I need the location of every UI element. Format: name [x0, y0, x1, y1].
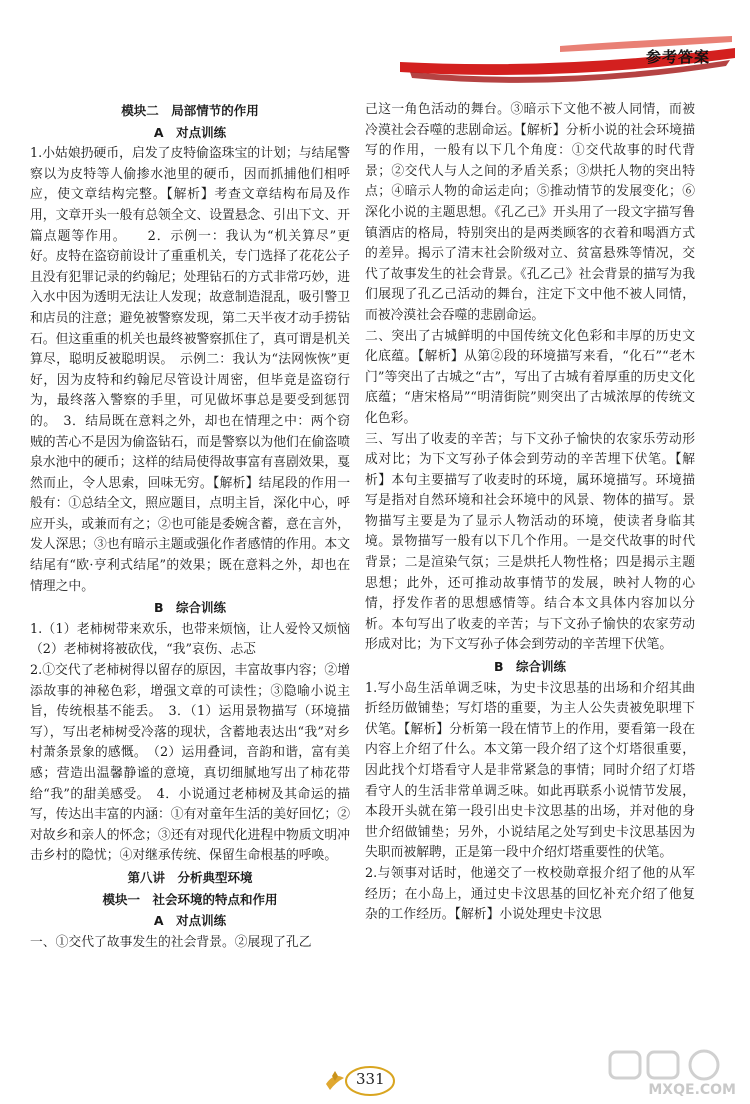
chapter-heading: 第八讲 分析典型环境	[127, 869, 253, 885]
page-header	[0, 0, 750, 95]
left-column	[30, 100, 363, 953]
page-number-badge	[318, 1064, 438, 1098]
right-column	[365, 100, 695, 926]
answer-paragraph: 二、突出了古城鲜明的中国传统文化色彩和丰厚的历史文化底蕴。【解析】从第②段的环境描写来看，“化石”“老木门”等突出了古城之“古”，写出了古城有着厚重的历史文化底蕴；“唐宋格局”“明清街院”则突出了古城浓厚的传统文化色彩。	[365, 328, 695, 426]
header-title: 参考答案	[645, 48, 710, 66]
page-number: 331	[356, 1070, 385, 1088]
watermark-logo	[592, 1048, 742, 1100]
answer-paragraph: 己这一角色活动的舞台。③暗示下文他不被人同情，而被冷漠社会吞噬的悲剧命运。【解析】分析小说的社会环境描写的作用，一般有以下几个角度：①交代故事的时代背景；②交代人与人之间的矛盾关系；③烘托人物的突出特点；④暗示人物的命运走向；⑤推动情节的发展变化；⑥深化小说的主题思想。《孔乙己》开头用了一段文字描写鲁镇酒店的格局，特别突出的是两类顾客的衣着和喝酒方式的差异。揭示了清末社会阶级对立、贫富悬殊等情况，交代了故事发生的社会背景。《孔乙己》社会背景的描写为我们展现了孔乙己活动的舞台，注定下文中他不被人同情，而被冷漠社会吞噬的悲剧命运。	[365, 102, 695, 323]
subsection-heading: A 对点训练	[153, 124, 227, 140]
header-banner-graphic	[0, 0, 750, 95]
answer-paragraph: 一、①交代了故事发生的社会背景。②展现了孔乙	[30, 934, 312, 950]
section-heading: 模块二 局部情节的作用	[121, 103, 259, 118]
answer-paragraph: 1.（1）老柿树带来欢乐，也带来烦恼，让人爱怜又烦恼 （2）老柿树将被砍伐，“我”哀伤、忐忑	[30, 621, 363, 658]
subsection-heading: B 综合训练	[493, 659, 567, 675]
answer-paragraph: 2.①交代了老柿树得以留存的原因，丰富故事内容；②增添故事的神秘色彩，增强文章的可读性；③隐喻小说主旨，传统根基不能丢。 3．（1）运用景物描写（环境描写），写出老柿树受冷落的现状，含蓄地表达出“我”对乡村萧条景象的感慨。 （2）运用叠词，音韵和谐，富有美感；营造出温馨静谧的意境，真切细腻地写出了柿花带给“我”的甜美感受。 4．小说通过老柿树及其命运的描写，传达出丰富的内涵：①有对童年生活的美好回忆；②对故乡和亲人的怀念；③还有对现代化进程中物质文明冲击乡村的隐忧；④对继承传统、保留生命根基的呼唤。	[30, 663, 350, 864]
answer-paragraph: 三、写出了收麦的辛苦；与下文孙子愉快的农家乐劳动形成对比；为下文写孙子体会到劳动的辛苦埋下伏笔。【解析】本句主要描写了收麦时的环境，属环境描写。环境描写是指对自然环境和社会环境中的风景、物体的描写。景物描写主要是为了显示人物活动的环境，使读者身临其境。景物描写一般有以下几个作用。一是交代故事的时代背景；二是渲染气氛；三是烘托人物性格；四是揭示主题思想；此外，还可推动故事情节的发展，映衬人物的心情，抒发作者的思想感情等。结合本文具体内容加以分析。本句写出了收麦的辛苦；与下文孙子愉快的农家劳动形成对比；为下文写孙子体会到劳动的辛苦埋下伏笔。	[365, 431, 695, 653]
answer-paragraph: 1.小姑娘扔硬币，启发了皮特偷盗珠宝的计划；与结尾警察以为皮特等人偷掺水池里的硬币，因而抓捕他们相呼应，使文章结构完整。【解析】考查文章结构布局及作用，文章开头一般有总领全文、设置悬念、引出下文、开篇点题等作用。 2．示例一：我认为“机关算尽”更好。皮特在盗窃前设计了重重机关，专门选择了花花公子且没有犯罪记录的约翰尼；处理钻石的方式非常巧妙，进入水中因为透明无法让人发现；故意制造混乱，吸引警卫和店员的注意；避免被警察发现，第二天半夜才动手捞钻石。但这重重的机关也最终被警察抓住了，真可谓是机关算尽，聪明反被聪明误。 示例二：我认为“法网恢恢”更好，因为皮特和约翰尼尽管设计周密，但毕竟是盗窃行为，最终落入警察的手里，可见做坏事总是要受到惩罚的。 3．结局既在意料之外，却也在情理之中：两个窃贼的苦心不是因为偷盗钻石，而是警察以为他们在偷盗喷泉水池中的硬币；这样的结局使得故事富有喜剧效果，戛然而止，令人思索，回味无穷。【解析】结尾段的作用一般有：①总结全文，照应题目，点明主旨，深化中心，呼应开头，或兼而有之；②也可能是委婉含蓄，意在言外，发人深思；③也有暗示主题或强化作者感情的作用。本文结尾有“欧·亨利式结尾”的效果；既在意料之外，却也在情理之中。	[30, 146, 350, 594]
subsection-heading: A 对点训练	[153, 913, 227, 929]
section-heading: 模块一 社会环境的特点和作用	[102, 891, 278, 907]
subsection-heading: B 综合训练	[153, 600, 227, 616]
answer-paragraph: 1.写小岛生活单调乏味，为史卡汶思基的出场和介绍其曲折经历做铺垫；写灯塔的重要，为主人公失责被免职埋下伏笔。【解析】分析第一段在情节上的作用，要看第一段在内容上介绍了什么。本文第一段介绍了这个灯塔很重要，因此找个灯塔看守人是非常紧急的事情；同时介绍了灯塔看守人的生活非常单调乏味。如此再联系小说情节发展，本段开头就在第一段引出史卡汶思基的出场，并对他的身世介绍做铺垫；另外，小说结尾之处写到史卡汶思基因为失职而被解聘，正是第一段中介绍灯塔重要性的伏笔。	[365, 680, 695, 861]
answer-paragraph: 2.与领事对话时，他递交了一枚校勋章报介绍了他的从军经历；在小岛上，通过史卡汶思基的回忆补充介绍了他复杂的工作经历。【解析】小说处理史卡汶思	[365, 865, 695, 923]
watermark-text: MXQE.COM	[648, 1082, 736, 1098]
